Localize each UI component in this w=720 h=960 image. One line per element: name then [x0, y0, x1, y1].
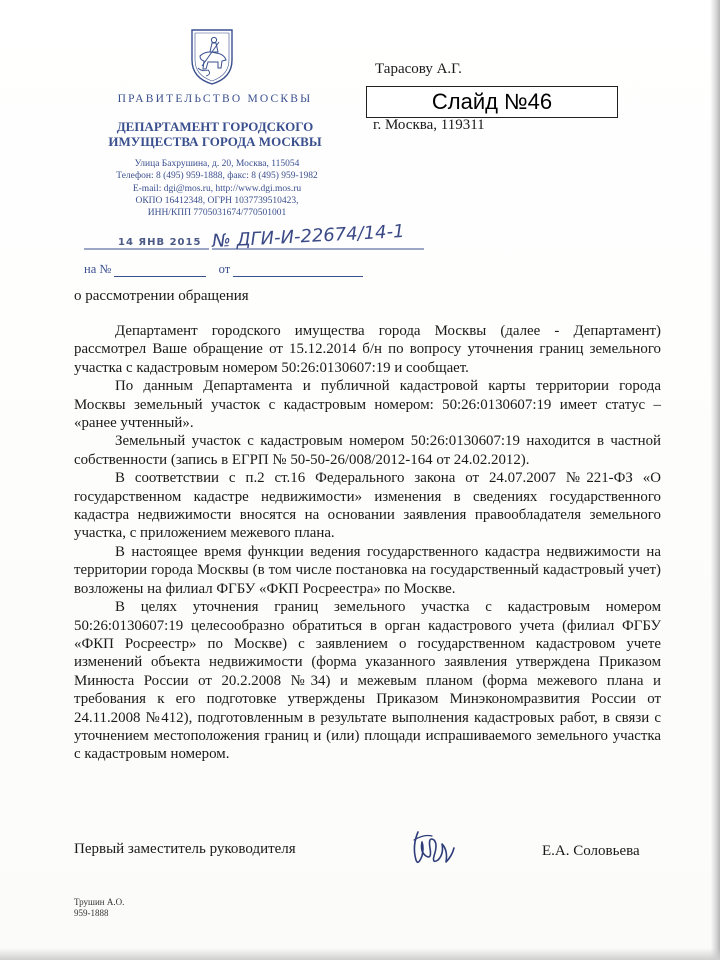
registration-number: № ДГИ-И-22674/14-1	[211, 220, 406, 253]
handwritten-signature	[408, 826, 460, 868]
slide-label-box: Слайд №46	[366, 86, 618, 118]
body-paragraph-6: В целях уточнения границ земельного участка с кадастровым номером 50:26:0130607:19 целесообразно обратиться в орган кадастрового учета (филиал ФГБУ «ФКП Росреестр» по Москве) с заявлением о государственном кадастровом учете изменений объекта недвижимости (форма указанного заявления утверждена Приказом Минюста России от 20.2.2008 №34) и межевым планом (форма межевого плана и требования к его подготовке утверждены Приказом Минэкономразвития России от 24.11.2008 №412), подготовленным в результате выполнения кадастровых работ, в связи с уточнением местоположения границ и (или) площади испрашиваемого земельного участка с кадастровым номером.	[74, 599, 661, 763]
letter-subject: о рассмотрении обращения	[74, 288, 249, 304]
registration-date-stamp: 14 ЯНВ 2015	[118, 237, 202, 248]
body-paragraph-2: По данным Департамента и публичной кадастровой карты территории города Москвы земельный участок с кадастровым номером: 50:26:0130607:19 имеет статус – «ранее учтенный».	[74, 378, 661, 432]
executor-info	[74, 897, 124, 919]
department-heading	[95, 119, 335, 149]
signatory-name: Е.А. Соловьева	[542, 843, 640, 859]
page-edge-shadow	[710, 0, 720, 960]
government-heading: ПРАВИТЕЛЬСТВО МОСКВЫ	[117, 93, 313, 105]
page-edge-shadow-bottom	[0, 948, 720, 960]
body-paragraph-5: В настоящее время функции ведения государственного кадастра недвижимости на территории города Москвы (в том числе постановка на государственный кадастровый учет) возложены на филиал ФГБУ «ФКП Росреестра» по Москве.	[74, 543, 661, 597]
reference-date-label: от	[218, 262, 231, 276]
department-inn: ИНН/КПП 7705031674/770501001	[147, 208, 287, 219]
signatory-title: Первый заместитель руководителя	[74, 841, 296, 857]
letter-body	[74, 322, 661, 764]
department-okpo: ОКПО 16412348, ОГРН 1037739510423,	[135, 195, 299, 206]
department-address: Улица Бахрушина, д. 20, Москва, 115054	[134, 159, 300, 169]
body-paragraph-1: Департамент городского имущества города Москвы (далее - Департамент) рассмотрел Ваше обращение от 15.12.2014 б/н по вопросу уточнения границ земельного участка с кадастровым номером 50:26:0130607:19 и сообщает.	[74, 323, 661, 376]
department-email: E-mail: dgi@mos.ru, http://www.dgi.mos.ru	[132, 183, 302, 194]
moscow-coat-of-arms-icon	[188, 26, 236, 86]
department-contacts	[82, 158, 352, 219]
department-line-1: ДЕПАРТАМЕНТ ГОРОДСКОГО	[116, 119, 314, 134]
executor-name: Трушин А.О.	[74, 897, 125, 907]
reference-date-blank	[233, 264, 363, 277]
department-phone: Телефон: 8 (495) 959-1888, факс: 8 (495) 959-1982	[116, 171, 318, 182]
addressee-city: г. Москва, 119311	[373, 117, 485, 133]
department-line-2: ИМУЩЕСТВА ГОРОДА МОСКВЫ	[108, 134, 322, 149]
body-paragraph-4: В соответствии с п.2 ст.16 Федерального закона от 24.07.2007 №221-ФЗ «О государственном кадастре недвижимости» изменения в сведениях государственного кадастра недвижимости вносятся на основании заявления правообладателя земельного участка, с приложением межевого плана.	[74, 470, 661, 542]
body-paragraph-3: Земельный участок с кадастровым номером 50:26:0130607:19 находится в частной собственности (запись в ЕГРП № 50-50-26/008/2012-164 от 24.02.2012).	[74, 433, 661, 468]
reference-number-label: на №	[84, 262, 112, 276]
reference-number-blank	[114, 264, 206, 277]
executor-phone: 959-1888	[74, 908, 109, 918]
addressee-name: Тарасову А.Г.	[375, 61, 462, 77]
reference-line	[84, 262, 363, 277]
